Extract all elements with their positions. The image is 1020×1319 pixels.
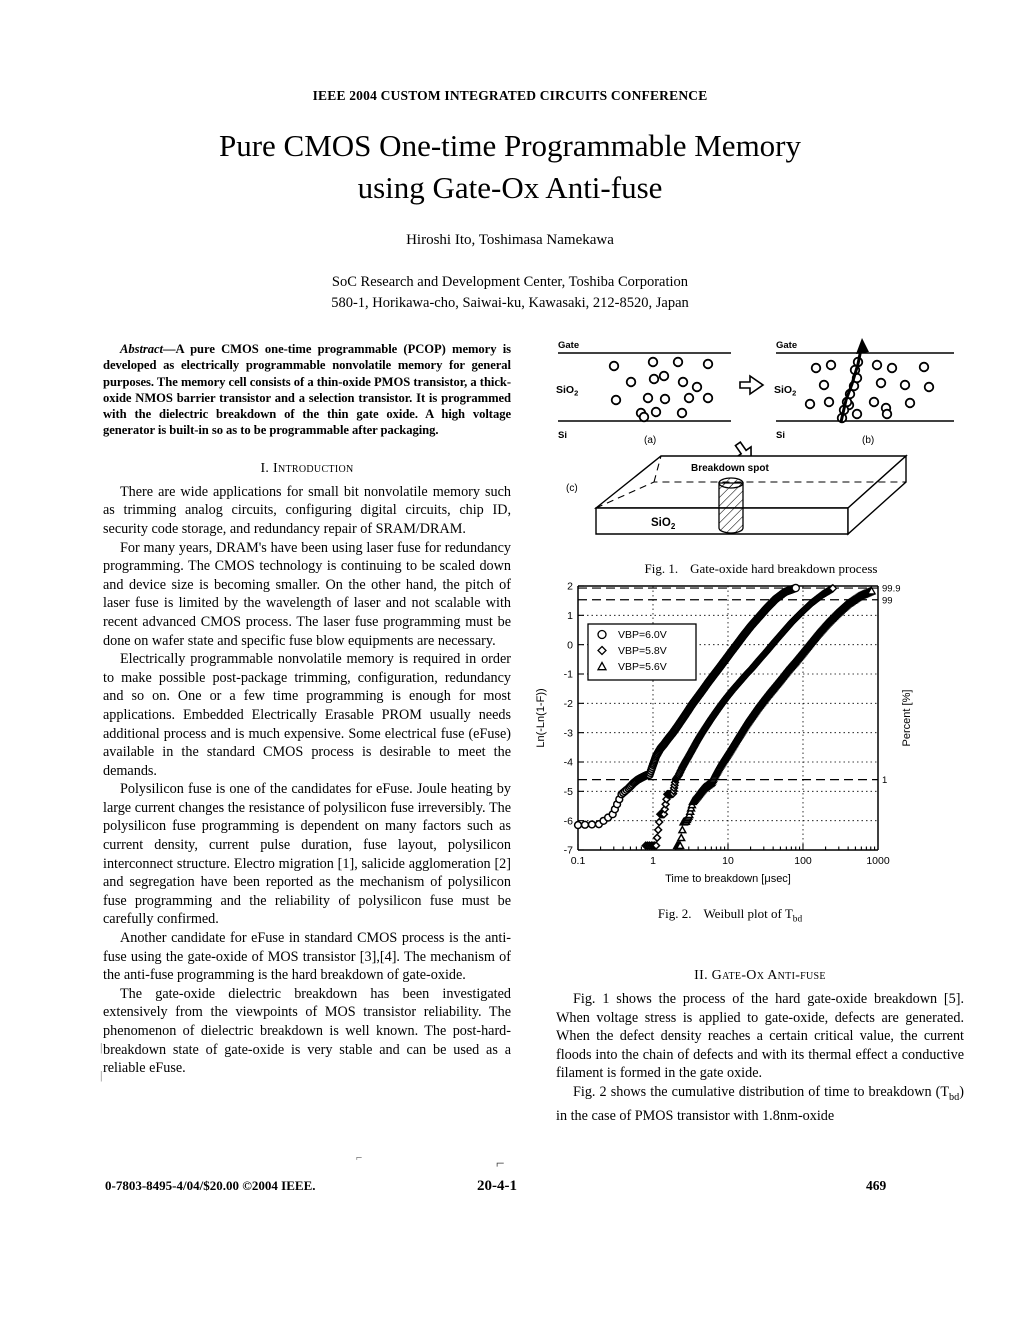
intro-paragraph-1: There are wide applications for small bit nonvolatile memory such as trimming analog circuits, configuring digital circuits, chip ID, security code storage, and redundancy repair of SRAM/DRAM. — [103, 483, 511, 537]
abstract-label: Abstract— — [120, 342, 176, 356]
percent-tick-label: 99.9 — [882, 583, 901, 595]
intro-paragraph-4: Polysilicon fuse is one of the candidates for eFuse. Joule heating by large current changes the resistance of polysilicon fuse irreversibly. The polysilicon fuse programming is dependent on many factors such as current density, current pulse duration, fuse layout, polysilicon interconnect structure. Electro migration [1], salicide agglomeration [2] and segregation have been reported as the mechanism of polysilicon fuse programming and the reliability of polysilicon fuse must be carefully confirmed. — [103, 781, 511, 928]
authors: Hiroshi Ito, Toshimasa Namekawa — [406, 232, 614, 248]
figure-2 — [530, 572, 930, 925]
y-tick-label: -6 — [563, 815, 573, 828]
y-tick-label: -7 — [563, 844, 573, 857]
figure-1-panel-b — [774, 338, 954, 446]
filament-arrow-icon — [856, 338, 869, 354]
affiliation-line-1: SoC Research and Development Center, Toshiba Corporation — [331, 274, 689, 290]
chart-legend — [588, 624, 696, 680]
title-line-2: using Gate-Ox Anti-fuse — [357, 170, 663, 205]
gateox-paragraph-2-a: Fig. 2 shows the cumulative distribution of time to breakdown (T — [573, 1083, 950, 1100]
x-axis-label: Time to breakdown [μsec] — [665, 873, 791, 885]
x-tick-label: 0.1 — [570, 855, 586, 867]
x-tick-label: 1000 — [866, 855, 890, 867]
figure-2-caption-text: Weibull plot of T — [703, 906, 793, 921]
section-heading-introduction: I. Introduction — [260, 460, 354, 476]
figure-1-panel-c — [566, 456, 906, 534]
left-column — [103, 341, 511, 1078]
figure-1-panel-a — [556, 340, 731, 446]
panel-c-oxide-label: SiO$_2$ — [651, 517, 676, 531]
gateox-paragraph-2-b: ) in the case of PMOS transistor with 1.8nm-oxide — [556, 1083, 964, 1125]
figure-1-graphic — [556, 338, 966, 553]
legend-label-1: VBP=6.0V — [618, 629, 667, 641]
figure-1 — [556, 338, 966, 576]
figure-2-weibull-plot — [530, 572, 930, 902]
affiliation-line-2: 580-1, Horikawa-cho, Saiwai-ku, Kawasaki, 212-8520, Japan — [331, 295, 689, 311]
gateox-paragraph-2-sub: bd — [949, 1091, 960, 1103]
intro-paragraph-6: The gate-oxide dielectric breakdown has been investigated extensively from the viewpoints of MOS transistor reliability. The phenomenon of dielectric breakdown is well known. The post-hard-breakdown state of gate-oxide is very stable and can be used as a reliable eFuse. — [103, 985, 511, 1077]
figure-2-caption — [530, 906, 930, 925]
footer-mark: ⌐ — [496, 1156, 505, 1172]
footer-page-number: 469 — [866, 1178, 887, 1193]
x-tick-label: 1 — [650, 855, 656, 867]
y-tick-label: 0 — [567, 639, 573, 652]
right-column — [556, 968, 964, 1126]
y-axis-label: Ln(-Ln(1-F)) — [535, 688, 547, 748]
intro-paragraph-2: For many years, DRAM's have been using laser fuse for redundancy programming. The CMOS technology is continuing to be scaled down and device size is becoming smaller. On the other hand, the pitch of laser fuse is limited by the wavelength of laser and not scalable with recent advanced CMOS process. The laser fuse programming must be done on wafer state and specific fuse blow equipments are necessary. — [103, 539, 511, 649]
y-tick-label: -5 — [563, 785, 573, 798]
panel-a-gate-label: Gate — [558, 340, 580, 351]
gateox-paragraph-2 — [556, 1083, 964, 1126]
breakdown-spot-cylinder — [719, 478, 743, 533]
intro-paragraph-5: Another candidate for eFuse in standard CMOS process is the anti-fuse using the gate-oxide of MOS transistor [3],[4]. The mechanism of the anti-fuse programming is the hard breakdown of gate-oxide. — [103, 930, 511, 984]
gateox-paragraph-1: Fig. 1 shows the process of the hard gate-oxide breakdown [5]. When voltage stress is applied to gate-oxide, defects are generated. When the defect density reaches a certain critical value, the current floods into the chain of defects and with its thermal effect a conductive filament is formed in the gate oxide. — [556, 991, 964, 1082]
abstract-text: A pure CMOS one-time programmable (PCOP) memory is developed as electrically programmable nonvolatile memory for general purposes. The memory cell consists of a thin-oxide PMOS transistor, a thick-oxide NMOS barrier transistor and a selection transistor. It is programmed with the dielectric breakdown of the thin gate oxide. A high voltage generator is built-in so as to be programmable after packaging. — [103, 342, 511, 438]
panel-b-label: (b) — [862, 435, 875, 446]
y-tick-label: -4 — [563, 756, 573, 769]
panel-b-gate-label: Gate — [776, 340, 798, 351]
panel-c-label: (c) — [566, 483, 578, 494]
margin-mark-lower: | — [100, 1068, 103, 1082]
y-tick-label: 1 — [567, 609, 573, 622]
figure-2-caption-label: Fig. 2. — [657, 906, 692, 921]
figure-1-caption-label: Fig. 1. — [644, 561, 679, 576]
secondary-y-axis-label: Percent [%] — [901, 689, 913, 747]
affiliation — [0, 272, 1020, 314]
legend-label-2: VBP=5.8V — [618, 645, 667, 657]
margin-mark-upper: | — [100, 1040, 103, 1054]
panel-a-oxide-label: SiO$_2$ — [556, 384, 579, 398]
legend-label-3: VBP=5.6V — [618, 661, 667, 673]
panel-b-oxide-label: SiO$_2$ — [774, 384, 797, 398]
section-heading-gate-ox-anti-fuse: II. Gate-Ox Anti-fuse — [694, 968, 826, 983]
y-tick-label: -2 — [563, 697, 573, 710]
footer-paper-number: 20-4-1 — [477, 1178, 517, 1194]
intro-paragraph-3: Electrically programmable nonvolatile memory is required in order to make possible post-package trimming, configuration, redundancy and so on. One or a few time programming is enough for most applications. Embedded Electrically Erasable PROM usually needs additional process and is much expensive. Some electrical fuse (eFuse) available in the standard CMOS process is desirable to meet the demands. — [103, 651, 511, 779]
conference-header: IEEE 2004 CUSTOM INTEGRATED CIRCUITS CONFERENCE — [312, 88, 708, 103]
panel-b-defects — [806, 361, 934, 419]
y-tick-label: -3 — [563, 727, 573, 740]
y-tick-label: 2 — [567, 580, 573, 593]
panel-b-substrate-label: Si — [776, 430, 785, 441]
margin-mark-bottom: ⌐ — [356, 1152, 363, 1164]
percent-tick-label: 1 — [882, 775, 888, 787]
abstract-paragraph — [103, 341, 511, 439]
figure-1-caption-text: Gate-oxide hard breakdown process — [690, 561, 878, 576]
x-tick-label: 10 — [722, 855, 734, 867]
figure-2-caption-sub: bd — [792, 914, 803, 925]
footer-isbn: 0-7803-8495-4/04/$20.00 ©2004 IEEE. — [105, 1178, 316, 1193]
data-series-1 — [575, 584, 800, 828]
percent-tick-label: 99 — [882, 595, 893, 607]
y-tick-label: -1 — [563, 668, 573, 681]
arrow-right-icon — [740, 376, 763, 394]
page-footer — [0, 1156, 1020, 1198]
panel-a-substrate-label: Si — [558, 430, 567, 441]
data-series-3 — [674, 587, 875, 848]
panel-a-label: (a) — [644, 435, 657, 446]
x-tick-label: 100 — [794, 855, 812, 867]
page-title — [110, 125, 910, 209]
breakdown-spot-label: Breakdown spot — [691, 463, 769, 474]
panel-a-defects — [610, 358, 713, 422]
title-line-1: Pure CMOS One-time Programmable Memory — [218, 128, 802, 163]
